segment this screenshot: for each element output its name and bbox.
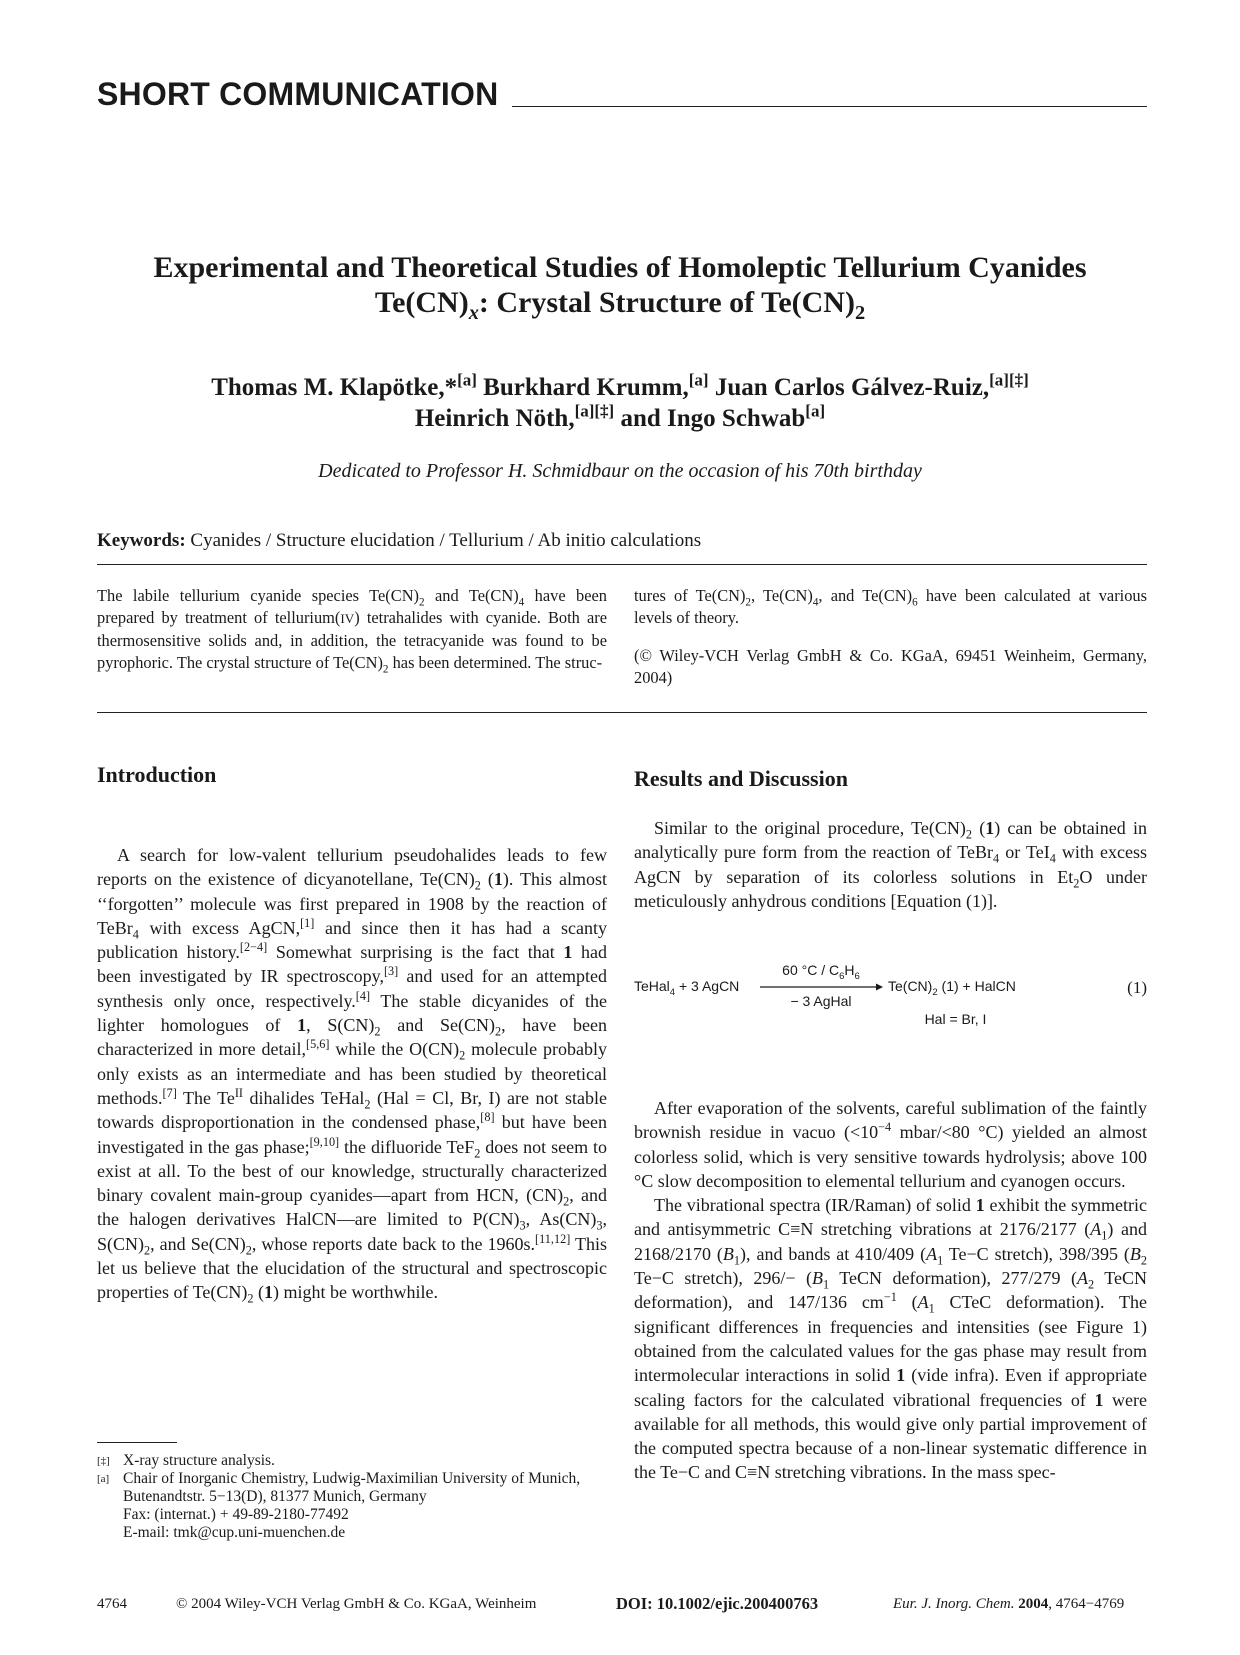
keywords-text: Cyanides / Structure elucidation / Tellurium / Ab initio calculations bbox=[185, 530, 702, 551]
section-header bbox=[97, 76, 1147, 112]
equation-conditions-above: 60 $^\circ C / C_6H_6$ bbox=[782, 962, 860, 982]
abstract-bottom-rule bbox=[97, 712, 1147, 713]
abstract-left: The labile tellurium cyanide species $Te(CN)_2$ and $Te(CN)_4$ have been prepared by treatment of tellurium(IV) tetrahalides with cyanide. Both are thermosensitive solids and, in addition, the tetracyanide was found to be pyrophoric. The crystal structure of $Te(CN)_2$ has been determined. The struc- bbox=[97, 586, 608, 676]
keywords bbox=[97, 530, 701, 552]
dedication: Dedicated to Professor H. Schmidbaur on the occasion of his 70th birthday bbox=[318, 460, 922, 482]
abstract-copyright: (© Wiley-VCH Verlag GmbH & Co. KGaA, 69451 Weinheim, Germany, 2004) bbox=[634, 646, 1147, 687]
results-paragraph-1: Similar to the original procedure, $Te(CN)_2$ (1) can be obtained in analytically pure form from the reaction of TeBr$_4$ or TeI$_4$ with excess AgCN by separation of its colorless solutions in $Et_2O$ under meticulously anhydrous conditions [Equation (1)]. bbox=[634, 818, 1148, 911]
section-label: SHORT COMMUNICATION bbox=[97, 76, 512, 112]
author-list: Thomas M. Klapötke,*[a] Burkhard Krumm,[a] Juan Carlos Gálvez-Ruiz,[a][‡] Heinrich Nöth,[a][‡] and Ingo Schwab[a] bbox=[211, 370, 1029, 432]
introduction-heading: Introduction bbox=[97, 762, 217, 787]
footnote-mark-2: [a] bbox=[97, 1473, 110, 1485]
introduction-body: A search for low-valent tellurium pseudohalides leads to few reports on the existence of dicyanotellane, $Te(CN)_2$ (1). This almost ‘‘forgotten’’ molecule was first prepared in 1908 by the reaction of TeBr$_4$ with excess AgCN,[1] and since then it has had a scanty publication history.[2−4] Somewhat surprising is the fact that 1 had been investigated by IR spectroscopy,[3] and used for an attempted synthesis only once, respectively.[4] The stable dicyanides of the lighter homologues of 1, $S(CN)_2$ and $Se(CN)_2$, have been characterized in more detail,[5,6] while the $O(CN)_2$ molecule probably only exists as an intermediate and has been studied by theoretical methods.[7] The $Te^{II}$ dihalides TeHal$_2$ (Hal = Cl, Br, I) are not stable towards disproportionation in the condensed phase,[8] but have been investigated in the gas phase;[9,10] the difluoride TeF$_2$ does not seem to exist at all. To the best of our knowledge, structurally characterized binary covalent main-group cyanides—apart from HCN, $(CN)_2$, and the halogen derivatives HalCN—are limited to $P(CN)_3$, $As(CN)_3$, $S(CN)_2$, and $Se(CN)_2$, whose reports date back to the 1960s.[11,12] This let us believe that the elucidation of the structural and spectroscopic properties of $Te(CN)_2$ (1) might be worthwhile. bbox=[97, 845, 608, 1306]
article-title-line-1: Experimental and Theoretical Studies of Homoleptic Tellurium Cyanides bbox=[153, 251, 1087, 284]
equation-reactants: TeHal$_4$ + 3 AgCN bbox=[634, 978, 740, 998]
footnote-rule bbox=[97, 1442, 177, 1443]
article-title-line-2: $Te(CN)_x$: Crystal Structure of $Te(CN)_2$ bbox=[374, 286, 866, 324]
doi: DOI: 10.1002/ejic.200400763 bbox=[616, 1594, 819, 1613]
email: E-mail: tmk@cup.uni-muenchen.de bbox=[123, 1524, 346, 1541]
footnote-mark-1: [‡] bbox=[97, 1455, 110, 1467]
reaction-arrow bbox=[758, 983, 884, 991]
footer-copyright: © 2004 Wiley-VCH Verlag GmbH & Co. KGaA, Weinheim bbox=[176, 1596, 537, 1612]
equation-number: (1) bbox=[1127, 978, 1147, 997]
equation-1 bbox=[634, 962, 1147, 1032]
results-paragraph-2: After evaporation of the solvents, careful sublimation of the faintly brownish residue in vacuo ($<10^{-4}$ mbar/<80 °C) yielded an almost colorless solid, which is very sensitive towards hydrolysis; above 100 °C slow decomposition to elemental tellurium and cyanogen occurs. The vibrational spectra (IR/Raman) of solid 1 exhibit the symmetric and antisymmetric C≡N stretching vibrations at 2176/2177 $(A_1)$ and 2168/2170 $(B_1)$, and bands at 410/409 ($A_1$ Te−C stretch), 398/395 ($B_2$ Te−C stretch), $296/- (B_1$ TeCN deformation), 277/279 ($A_2$ TeCN deformation), and 147/136 $cm^{-1}$ ($A_1$ CTeC deformation). The significant differences in frequencies and intensities (see Figure 1) obtained from the calculated values for the gas phase may result from intermolecular interactions in solid 1 (vide infra). Even if appropriate scaling factors for the calculated vibrational frequencies of 1 were available for all methods, this would give only partial improvement of the computed spectra because of a non-linear systematic difference in the Te−C and C≡N stretching vibrations. In the mass spec- bbox=[634, 1098, 1148, 1483]
keywords-label: Keywords: bbox=[97, 530, 186, 551]
footnotes: [‡] X-ray structure analysis. [a] Chair of Inorganic Chemistry, Ludwig-Maximilian University of Munich, Butenandtstr. 5−13(D), 81377 Munich, Germany Fax: (internat.) + 49-89-2180-77492 E-mail: tmk@cup.uni-muenchen.de bbox=[97, 1452, 581, 1541]
abstract-top-rule bbox=[97, 564, 1147, 565]
abstract-right: tures of $Te(CN)_2$, $Te(CN)_4$, and $Te(CN)_6$ have been calculated at various levels of theory. (© Wiley-VCH Verlag GmbH & Co. KGaA, 69451 Weinheim, Germany, 2004) bbox=[634, 586, 1147, 687]
equation-hal-note: Hal = Br, I bbox=[924, 1011, 987, 1027]
equation-conditions-below: − 3 AgHal bbox=[790, 993, 852, 1009]
page-number: 4764 bbox=[97, 1596, 127, 1612]
journal-citation: Eur. J. Inorg. Chem. 2004, 4764−4769 bbox=[893, 1596, 1125, 1612]
equation-products: $Te(CN)_2$ (1) + HalCN bbox=[888, 978, 1016, 998]
results-heading: Results and Discussion bbox=[634, 766, 848, 791]
